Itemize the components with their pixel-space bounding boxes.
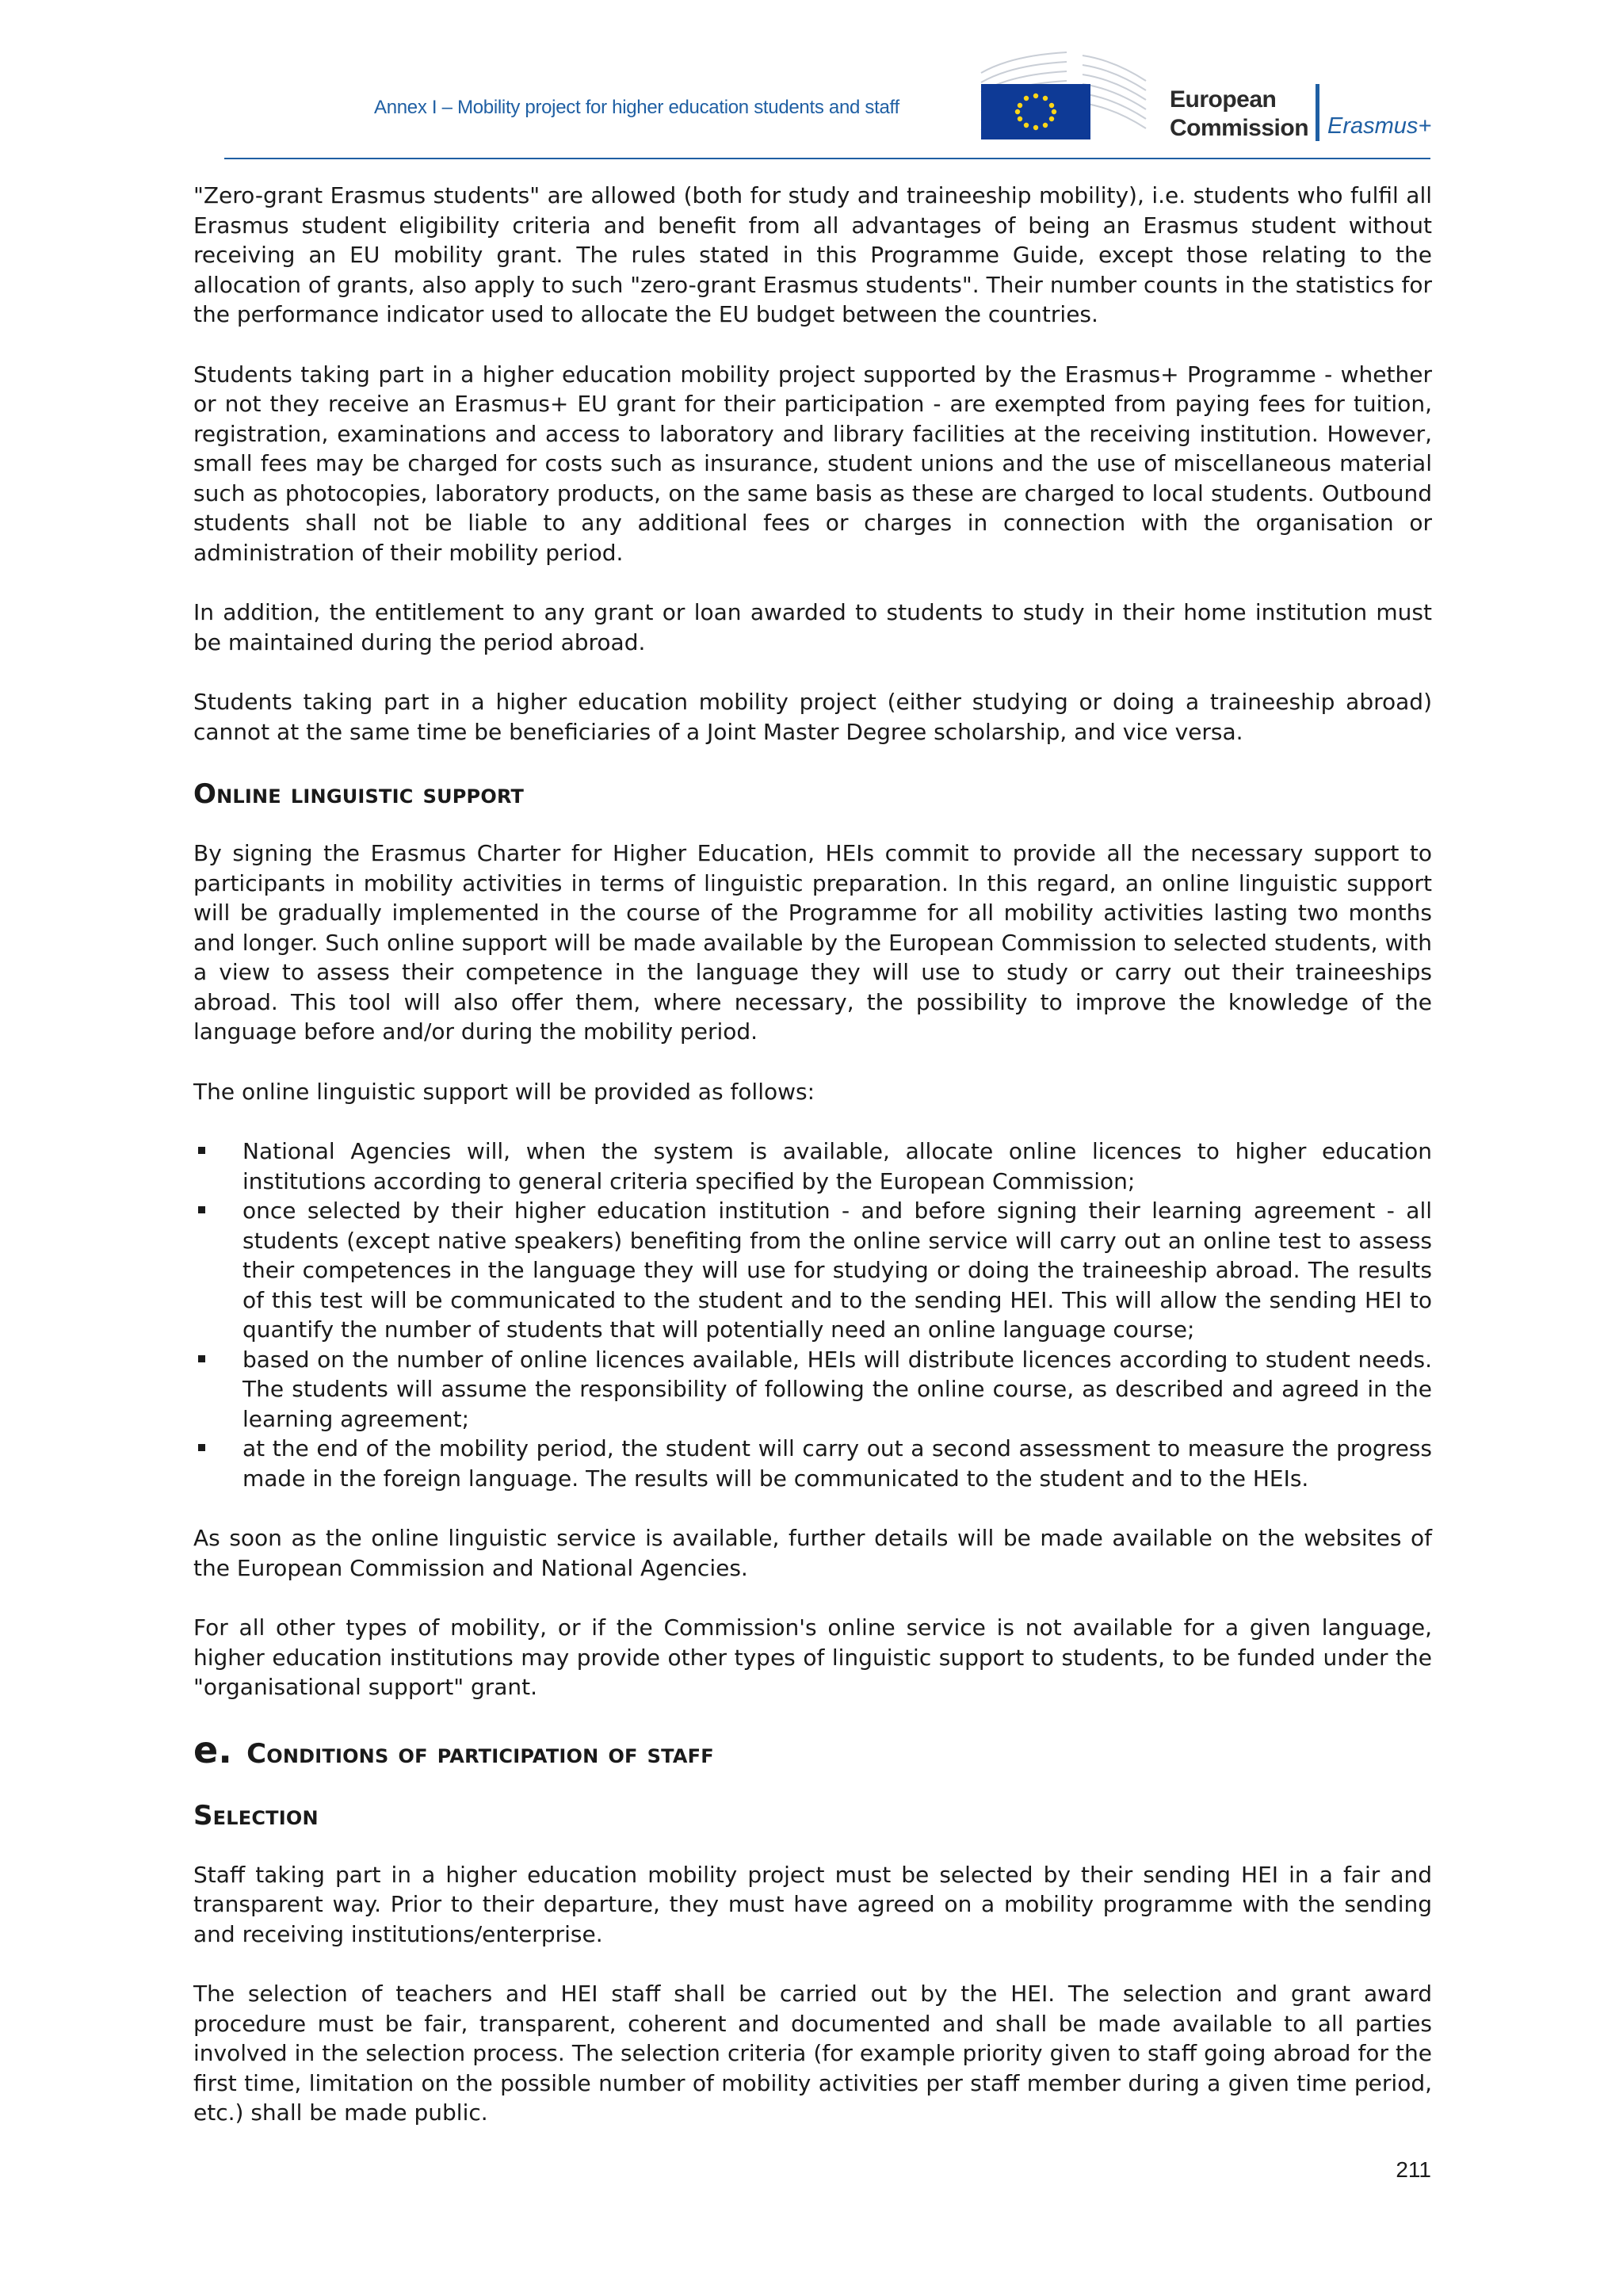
bullet-square-icon (198, 1147, 205, 1154)
logo-line2: Commission (1170, 115, 1309, 141)
page-header (0, 0, 1623, 166)
header-rule (224, 158, 1430, 159)
bullet-square-icon (198, 1355, 205, 1362)
paragraph-zero-grant: "Zero-grant Erasmus students" are allowed (both for study and traineeship mobility), i.e. students who fulfil all Erasmus student eligibility criteria and benefit from all advantages of being an Erasmus student without receiving an EU mobility grant. The rules stated in this Programme Guide, except those relating to the allocation of grants, also apply to such "zero-grant Erasmus students". Their number counts in the statistics for the performance indicator used to allocate the EU budget between the countries. (193, 182, 1432, 327)
heading-conditions-staff (193, 1728, 1432, 1771)
paragraph-fees: Students taking part in a higher education mobility project supported by the Erasmus+ Programme - whether or not they receive an Erasmus+ EU grant for their participation - are exempted from paying fees for tuition, registration, examinations and access to laboratory and library facilities at the receiving institution. However, small fees may be charged for costs such as insurance, student unions and the use of miscellaneous material such as photocopies, laboratory products, on the same basis as these are charged to local students. Outbound students shall not be liable to any additional fees or charges in connection with the organisation or administration of their mobility period. (193, 361, 1432, 566)
list-item-text: at the end of the mobility period, the student will carry out a second assessment to measure the progress made in the foreign language. The results will be communicated to the student and to the HEIs. (242, 1435, 1432, 1492)
list-item-text: based on the number of online licences available, HEIs will distribute licences according to student needs. The students will assume the responsibility of following the online course, as described and agreed in the learning agreement; (242, 1346, 1432, 1432)
paragraph-joint-master: Students taking part in a higher education mobility project (either studying or doing a traineeship abroad) cannot at the same time be beneficiaries of a Joint Master Degree scholarship, and vice versa. (193, 689, 1432, 745)
paragraph-staff-selection: Staff taking part in a higher education mobility project must be selected by their sending HEI in a fair and transparent way. Prior to their departure, they must have agreed on a mobility programme with the sending and receiving institutions/enterprise. (193, 1861, 1432, 1947)
paragraph-ols-intro: By signing the Erasmus Charter for Higher Education, HEIs commit to provide all the necessary support to participants in mobility activities in terms of linguistic preparation. In this regard, an online linguistic support will be gradually implemented in the course of the Programme for all mobility activities lasting two months and longer. Such online support will be made available by the European Commission to selected students, with a view to assess their competence in the language they will use to study or carry out their traineeships abroad. This tool will also offer them, where necessary, the possibility to improve the knowledge of the language before and/or during the mobility period. (193, 840, 1432, 1045)
logo-line1: European (1170, 86, 1277, 113)
logo-divider (1316, 84, 1319, 141)
eu-flag-icon (981, 84, 1090, 139)
annex-title: Annex I – Mobility project for higher education students and staff (374, 97, 899, 118)
paragraph-ols-availability: As soon as the online linguistic service is available, further details will be made available on the websites of the European Commission and National Agencies. (193, 1525, 1432, 1581)
paragraph-selection-procedure: The selection of teachers and HEI staff shall be carried out by the HEI. The selection and grant award procedure must be fair, transparent, coherent and documented and shall be made available to all parties involved in the selection process. The selection criteria (for example priority given to staff going abroad for the first time, limitation on the possible number of mobility activities per staff member during a given time period, etc.) shall be made public. (193, 1981, 1432, 2126)
page-number: 211 (1396, 2157, 1431, 2182)
list-item (193, 1196, 1432, 1345)
paragraph-ols-lead: The online linguistic support will be provided as follows: (193, 1078, 815, 1105)
list-item (193, 1434, 1432, 1493)
heading-selection: Selection (193, 1799, 319, 1832)
paragraph-entitlement: In addition, the entitlement to any grant or loan awarded to students to study in their home institution must be maintained during the period abroad. (193, 599, 1432, 655)
european-commission-wordmark (1170, 86, 1308, 143)
bullet-square-icon (198, 1206, 205, 1213)
bullet-square-icon (198, 1444, 205, 1451)
section-title: Conditions of participation of staff (246, 1737, 714, 1770)
ols-bullet-list (193, 1137, 1432, 1493)
document-body (193, 181, 1432, 2158)
erasmus-plus-wordmark: Erasmus+ (1327, 113, 1432, 139)
list-item (193, 1345, 1432, 1435)
list-item-text: National Agencies will, when the system is available, allocate online licences to higher education institutions according to general criteria specified by the European Commission; (242, 1138, 1432, 1194)
paragraph-ols-other-types: For all other types of mobility, or if the Commission's online service is not available for a given language, higher education institutions may provide other types of linguistic support to students, to be funded under the "organisational support" grant. (193, 1614, 1432, 1700)
section-letter: e. (193, 1728, 233, 1771)
list-item (193, 1137, 1432, 1196)
heading-online-linguistic-support: Online linguistic support (193, 778, 525, 810)
list-item-text: once selected by their higher education institution - and before signing their learning agreement - all students (except native speakers) benefiting from the online service will carry out an online test to assess their competences in the language they will use for studying or doing the traineeship abroad. The results of this test will be communicated to the student and to the sending HEI. This will allow the sending HEI to quantify the number of students that will potentially need an online language course; (242, 1198, 1432, 1343)
